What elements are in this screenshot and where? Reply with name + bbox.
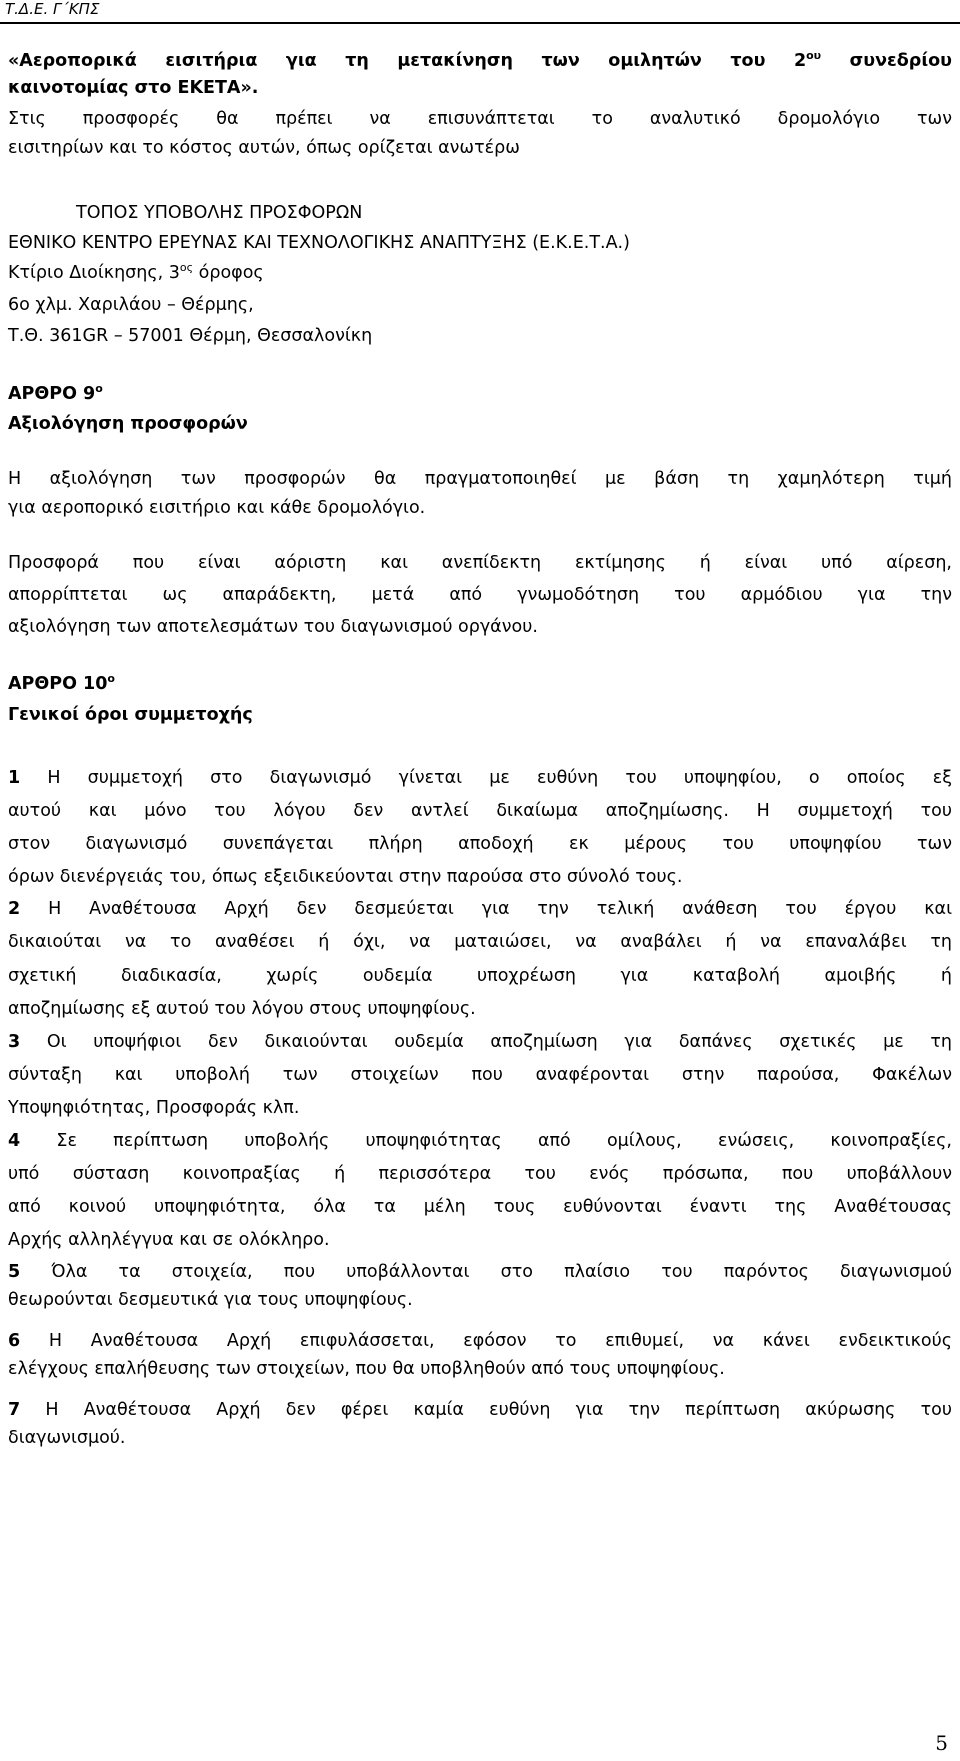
article10-title: Γενικοί όροι συμμετοχής [8, 705, 253, 725]
term-6-line1: 6 Η Αναθέτουσα Αρχή επιφυλάσσεται, εφόσον το επιθυμεί, να κάνει ενδεικτικούς [8, 1331, 952, 1351]
term-7-line1: 7 Η Αναθέτουσα Αρχή δεν φέρει καμία ευθύνη για την περίπτωση ακύρωσης του [8, 1400, 952, 1420]
intro-text-line1: Στις προσφορές θα πρέπει να επισυνάπτεται το αναλυτικό δρομολόγιο των [8, 109, 952, 129]
notice-title-line2: καινοτομίας στο ΕΚΕΤΑ». [8, 78, 259, 98]
term-2-line2: δικαιούται να το αναθέσει ή όχι, να ματαιώσει, να αναβάλει ή να επαναλάβει τη [8, 932, 952, 952]
term-number: 7 [8, 1400, 21, 1420]
term-1-line1: 1 Η συμμετοχή στο διαγωνισμό γίνεται με ευθύνη του υποψηφίου, ο οποίος εξ [8, 768, 952, 788]
term-number: 6 [8, 1331, 21, 1351]
term-5-line2: θεωρούνται δεσμευτικά για τους υποψηφίους. [8, 1290, 413, 1310]
submission-building: Κτίριο Διοίκησης, $3^{o\varsigma}$ όροφος [8, 261, 264, 283]
running-head: Τ.Δ.Ε. Γ΄ΚΠΣ [5, 0, 100, 18]
term-3-line2: σύνταξη και υποβολή των στοιχείων που αναφέρονται στην παρούσα, Φακέλων [8, 1065, 952, 1085]
submission-postal: Τ.Θ. 361GR – 57001 Θέρμη, Θεσσαλονίκη [8, 326, 373, 346]
term-1-line3: στον διαγωνισμό συνεπάγεται πλήρη αποδοχή εκ μέρους του υποψηφίου των [8, 834, 952, 854]
article9-p1-line2: για αεροπορικό εισιτήριο και κάθε δρομολόγιο. [8, 498, 426, 518]
term-4-line4: Αρχής αλληλέγγυα και σε ολόκληρο. [8, 1230, 330, 1250]
submission-road: 6ο χλμ. Χαριλάου – Θέρμης, [8, 295, 254, 315]
submission-org: ΕΘΝΙΚΟ ΚΕΝΤΡΟ ΕΡΕΥΝΑΣ ΚΑΙ ΤΕΧΝΟΛΟΓΙΚΗΣ ΑΝΑΠΤΥΞΗΣ (Ε.Κ.Ε.Τ.Α.) [8, 233, 630, 253]
article10-label: ΑΡΘΡΟ $10^o$ [8, 672, 115, 694]
term-4-line3: από κοινού υποψηφιότητα, όλα τα μέλη τους ευθύνονται έναντι της Αναθέτουσας [8, 1197, 952, 1217]
term-number: 5 [8, 1262, 21, 1282]
term-3-line3: Υποψηφιότητας, Προσφοράς κλπ. [8, 1098, 300, 1118]
term-2-line3: σχετική διαδικασία, χωρίς ουδεμία υποχρέωση για καταβολή αμοιβής ή [8, 966, 952, 986]
submission-heading: ΤΟΠΟΣ ΥΠΟΒΟΛΗΣ ΠΡΟΣΦΟΡΩΝ [76, 203, 363, 223]
term-2-line4: αποζημίωσης εξ αυτού του λόγου στους υποψηφίους. [8, 999, 476, 1019]
term-6-line2: ελέγχους επαλήθευσης των στοιχείων, που θα υποβληθούν από τους υποψηφίους. [8, 1359, 725, 1379]
term-3-line1: 3 Οι υποψήφιοι δεν δικαιούνται ουδεμία αποζημίωση για δαπάνες σχετικές με τη [8, 1032, 952, 1052]
term-5-line1: 5 Όλα τα στοιχεία, που υποβάλλονται στο πλαίσιο του παρόντος διαγωνισμού [8, 1262, 952, 1282]
intro-text-line2: εισιτηρίων και το κόστος αυτών, όπως ορίζεται ανωτέρω [8, 138, 520, 158]
term-number: 2 [8, 899, 21, 919]
term-number: 1 [8, 768, 21, 788]
term-2-line1: 2 Η Αναθέτουσα Αρχή δεν δεσμεύεται για την τελική ανάθεση του έργου και [8, 899, 952, 919]
article9-p2-line1: Προσφορά που είναι αόριστη και ανεπίδεκτη εκτίμησης ή είναι υπό αίρεση, [8, 553, 952, 573]
article9-p1-line1: Η αξιολόγηση των προσφορών θα πραγματοποιηθεί με βάση τη χαμηλότερη τιμή [8, 469, 952, 489]
term-7-line2: διαγωνισμού. [8, 1428, 126, 1448]
term-4-line2: υπό σύσταση κοινοπραξίας ή περισσότερα του ενός πρόσωπα, που υποβάλλουν [8, 1164, 952, 1184]
term-number: 4 [8, 1131, 21, 1151]
term-1-line4: όρων διενέργειάς του, όπως εξειδικεύονται στην παρούσα στο σύνολό τους. [8, 867, 683, 887]
article9-title: Αξιολόγηση προσφορών [8, 414, 248, 434]
notice-title: «Αεροπορικά εισιτήρια για τη μετακίνηση των ομιλητών του $2^{o\upsilon}$ συνεδρίου [8, 49, 952, 71]
term-1-line2: αυτού και μόνο του λόγου δεν αντλεί δικαίωμα αποζημίωσης. Η συμμετοχή του [8, 801, 952, 821]
term-4-line1: 4 Σε περίπτωση υποβολής υποψηφιότητας από ομίλους, ενώσεις, κοινοπραξίες, [8, 1131, 952, 1151]
term-number: 3 [8, 1032, 21, 1052]
page-number: 5 [935, 1731, 948, 1755]
article9-p2-line3: αξιολόγηση των αποτελεσμάτων του διαγωνισμού οργάνου. [8, 617, 538, 637]
article9-p2-line2: απορρίπτεται ως απαράδεκτη, μετά από γνωμοδότηση του αρμόδιου για την [8, 585, 952, 605]
article9-label: ΑΡΘΡΟ $9^o$ [8, 382, 103, 404]
header-rule [0, 22, 960, 24]
